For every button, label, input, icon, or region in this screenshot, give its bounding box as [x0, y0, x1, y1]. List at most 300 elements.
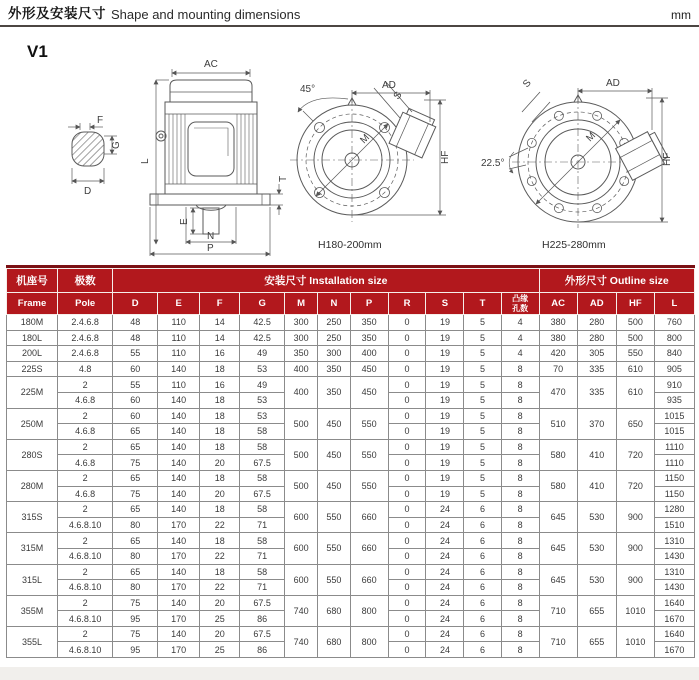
cell: 900 — [616, 502, 654, 533]
cell: 1010 — [616, 626, 654, 657]
cell: 58 — [240, 470, 285, 486]
header-col-hf: HF — [616, 293, 654, 315]
frame-cell: 315S — [7, 502, 58, 533]
pole-cell: 2 — [58, 377, 113, 393]
cell: 450 — [318, 470, 350, 501]
cell: 530 — [577, 564, 616, 595]
cell: 140 — [158, 595, 200, 611]
cell: 350 — [318, 361, 350, 377]
pole-cell: 4.6.8.10 — [58, 548, 113, 564]
cell: 140 — [158, 626, 200, 642]
cell: 65 — [113, 470, 158, 486]
cell: 65 — [113, 439, 158, 455]
cell: 800 — [654, 330, 694, 346]
cell: 935 — [654, 392, 694, 408]
cell: 655 — [577, 626, 616, 657]
cell: 170 — [158, 611, 200, 627]
table-row — [7, 470, 695, 486]
frame-cell: 225S — [7, 361, 58, 377]
cell: 0 — [388, 548, 426, 564]
cell: 0 — [388, 315, 426, 331]
pole-cell: 2.4.6.8 — [58, 330, 113, 346]
cell: 1640 — [654, 626, 694, 642]
cell: 1670 — [654, 611, 694, 627]
cell: 6 — [464, 548, 501, 564]
cell: 1010 — [616, 595, 654, 626]
table-row — [7, 626, 695, 642]
cell: 6 — [464, 517, 501, 533]
cell: 1430 — [654, 580, 694, 596]
dim-label-hf-small: HF — [440, 150, 451, 164]
cell: 450 — [318, 408, 350, 439]
cell: 5 — [464, 377, 501, 393]
cell: 410 — [577, 470, 616, 501]
cell: 6 — [464, 626, 501, 642]
dim-label-ad-small: AD — [382, 80, 396, 91]
cell: 500 — [616, 315, 654, 331]
pole-cell: 4.6.8.10 — [58, 642, 113, 658]
cell: 70 — [539, 361, 577, 377]
cell: 760 — [654, 315, 694, 331]
cell: 530 — [577, 502, 616, 533]
header-outline-group: 外形尺寸 Outline size — [539, 269, 694, 293]
cell: 53 — [240, 408, 285, 424]
cell: 5 — [464, 330, 501, 346]
cell: 8 — [501, 377, 539, 393]
cell: 4 — [501, 315, 539, 331]
cell: 610 — [616, 377, 654, 408]
cell: 140 — [158, 502, 200, 518]
cell: 400 — [285, 361, 318, 377]
cell: 24 — [426, 517, 464, 533]
header-pole-zh: 极数 — [58, 269, 113, 293]
cell: 0 — [388, 377, 426, 393]
cell: 710 — [539, 626, 577, 657]
frame-cell: 280M — [7, 470, 58, 501]
header-col-d: D — [113, 293, 158, 315]
cell: 48 — [113, 315, 158, 331]
cell: 450 — [350, 361, 388, 377]
cell: 1015 — [654, 408, 694, 424]
cell: 67.5 — [240, 626, 285, 642]
frame-cell: 180M — [7, 315, 58, 331]
cell: 1280 — [654, 502, 694, 518]
cell: 18 — [200, 470, 240, 486]
cell: 660 — [350, 533, 388, 564]
cell: 645 — [539, 533, 577, 564]
cell: 6 — [464, 595, 501, 611]
frame-cell: 280S — [7, 439, 58, 470]
header-col-s: S — [426, 293, 464, 315]
dim-label-l: L — [140, 158, 151, 164]
cell: 550 — [318, 564, 350, 595]
frame-cell: 200L — [7, 346, 58, 362]
pole-cell: 2 — [58, 595, 113, 611]
pole-cell: 2 — [58, 470, 113, 486]
cell: 300 — [318, 346, 350, 362]
cell: 350 — [350, 315, 388, 331]
pole-cell: 4.6.8.10 — [58, 580, 113, 596]
cell: 1110 — [654, 455, 694, 471]
cell: 0 — [388, 346, 426, 362]
page-footer-strip — [0, 667, 699, 680]
cell: 710 — [539, 595, 577, 626]
dim-label-f: F — [97, 115, 104, 126]
cell: 22 — [200, 548, 240, 564]
cell: 1150 — [654, 470, 694, 486]
cell: 25 — [200, 611, 240, 627]
cell: 18 — [200, 533, 240, 549]
table-row — [7, 377, 695, 393]
cell: 8 — [501, 533, 539, 549]
header-col-f: F — [200, 293, 240, 315]
pole-cell: 2 — [58, 533, 113, 549]
cell: 140 — [158, 486, 200, 502]
flange-drawing-small — [290, 80, 451, 251]
cell: 5 — [464, 392, 501, 408]
cell: 0 — [388, 626, 426, 642]
cell: 110 — [158, 315, 200, 331]
dim-label-s-small: S — [391, 89, 405, 102]
cell: 8 — [501, 626, 539, 642]
cell: 80 — [113, 517, 158, 533]
cell: 5 — [464, 455, 501, 471]
cell: 22 — [200, 580, 240, 596]
cell: 500 — [285, 439, 318, 470]
header-install-group: 安装尺寸 Installation size — [113, 269, 539, 293]
pole-cell: 4.6.8 — [58, 392, 113, 408]
dim-label-e: E — [179, 218, 190, 225]
cell: 1310 — [654, 533, 694, 549]
cell: 5 — [464, 346, 501, 362]
header-col-t: T — [464, 293, 501, 315]
flange-drawing-large — [481, 77, 673, 251]
cell: 24 — [426, 611, 464, 627]
pole-cell: 4.6.8 — [58, 486, 113, 502]
cell: 370 — [577, 408, 616, 439]
header-column-row — [7, 293, 695, 315]
cell: 8 — [501, 424, 539, 440]
cell: 0 — [388, 424, 426, 440]
cell: 380 — [539, 330, 577, 346]
cell: 140 — [158, 408, 200, 424]
cell: 71 — [240, 517, 285, 533]
cell: 550 — [616, 346, 654, 362]
cell: 420 — [539, 346, 577, 362]
header-col-p: P — [350, 293, 388, 315]
cell: 86 — [240, 611, 285, 627]
cell: 80 — [113, 548, 158, 564]
cell: 8 — [501, 611, 539, 627]
cell: 20 — [200, 455, 240, 471]
title-english: Shape and mounting dimensions — [111, 7, 301, 22]
cell: 250 — [318, 315, 350, 331]
table-row — [7, 502, 695, 518]
cell: 900 — [616, 564, 654, 595]
cell: 4 — [501, 330, 539, 346]
cell: 1110 — [654, 439, 694, 455]
cell: 660 — [350, 502, 388, 533]
cell: 19 — [426, 330, 464, 346]
table-row — [7, 439, 695, 455]
pole-cell: 4.6.8 — [58, 424, 113, 440]
cell: 5 — [464, 470, 501, 486]
cell: 18 — [200, 439, 240, 455]
cell: 20 — [200, 626, 240, 642]
cell: 1430 — [654, 548, 694, 564]
cell: 8 — [501, 408, 539, 424]
dim-label-s-large: S — [521, 77, 534, 91]
cell: 600 — [285, 564, 318, 595]
table-row — [7, 595, 695, 611]
cell: 610 — [616, 361, 654, 377]
cell: 720 — [616, 439, 654, 470]
header-group-row — [7, 269, 695, 293]
cell: 5 — [464, 408, 501, 424]
frame-cell: 355L — [7, 626, 58, 657]
header-col-m: M — [285, 293, 318, 315]
pole-cell: 4.6.8.10 — [58, 611, 113, 627]
pole-cell: 2.4.6.8 — [58, 346, 113, 362]
pole-cell: 2 — [58, 502, 113, 518]
cell: 6 — [464, 642, 501, 658]
cell: 645 — [539, 564, 577, 595]
cell: 530 — [577, 533, 616, 564]
header-frame-en: Frame — [7, 293, 58, 315]
cell: 19 — [426, 315, 464, 331]
cell: 24 — [426, 548, 464, 564]
cell: 0 — [388, 564, 426, 580]
cell: 67.5 — [240, 595, 285, 611]
cell: 500 — [285, 470, 318, 501]
cell: 16 — [200, 377, 240, 393]
cell: 8 — [501, 486, 539, 502]
cell: 645 — [539, 502, 577, 533]
cell: 20 — [200, 595, 240, 611]
cell: 19 — [426, 377, 464, 393]
cell: 20 — [200, 486, 240, 502]
cell: 19 — [426, 408, 464, 424]
shaft-section-drawing — [68, 115, 122, 197]
cell: 110 — [158, 377, 200, 393]
cell: 65 — [113, 424, 158, 440]
cell: 55 — [113, 346, 158, 362]
cell: 170 — [158, 517, 200, 533]
cell: 1670 — [654, 642, 694, 658]
cell: 400 — [350, 346, 388, 362]
cell: 510 — [539, 408, 577, 439]
cell: 24 — [426, 533, 464, 549]
cell: 0 — [388, 580, 426, 596]
motor-side-view-drawing — [140, 59, 289, 256]
dimension-table — [6, 265, 695, 658]
cell: 740 — [285, 626, 318, 657]
cell: 18 — [200, 408, 240, 424]
cell: 335 — [577, 377, 616, 408]
cell: 1510 — [654, 517, 694, 533]
cell: 0 — [388, 517, 426, 533]
header-col-g: G — [240, 293, 285, 315]
cell: 5 — [464, 361, 501, 377]
cell: 110 — [158, 346, 200, 362]
cell: 58 — [240, 439, 285, 455]
cell: 6 — [464, 611, 501, 627]
dim-label-n: N — [207, 231, 215, 242]
cell: 24 — [426, 580, 464, 596]
cell: 400 — [285, 377, 318, 408]
cell: 140 — [158, 392, 200, 408]
cell: 55 — [113, 377, 158, 393]
frame-cell: 355M — [7, 595, 58, 626]
cell: 580 — [539, 470, 577, 501]
cell: 140 — [158, 455, 200, 471]
table-row — [7, 346, 695, 362]
header-col-e: E — [158, 293, 200, 315]
cell: 8 — [501, 361, 539, 377]
cell: 6 — [464, 564, 501, 580]
cell: 680 — [318, 595, 350, 626]
cell: 67.5 — [240, 455, 285, 471]
cell: 19 — [426, 424, 464, 440]
dim-label-d: D — [84, 186, 92, 197]
cell: 550 — [350, 439, 388, 470]
cell: 140 — [158, 439, 200, 455]
table-row — [7, 408, 695, 424]
dim-label-hf-large: HF — [662, 152, 673, 166]
cell: 8 — [501, 548, 539, 564]
cell: 58 — [240, 533, 285, 549]
header-col-ac: AC — [539, 293, 577, 315]
cell: 65 — [113, 564, 158, 580]
cell: 600 — [285, 533, 318, 564]
header-pole-en: Pole — [58, 293, 113, 315]
pole-cell: 2 — [58, 564, 113, 580]
cell: 1640 — [654, 595, 694, 611]
cell: 280 — [577, 315, 616, 331]
cell: 71 — [240, 580, 285, 596]
cell: 19 — [426, 455, 464, 471]
cell: 600 — [285, 502, 318, 533]
cell: 19 — [426, 392, 464, 408]
cell: 250 — [318, 330, 350, 346]
cell: 14 — [200, 330, 240, 346]
cell: 14 — [200, 315, 240, 331]
cell: 18 — [200, 361, 240, 377]
dimension-drawings — [0, 36, 699, 262]
pole-cell: 4.6.8 — [58, 455, 113, 471]
cell: 18 — [200, 502, 240, 518]
table-row — [7, 330, 695, 346]
flange-small-caption: H180-200mm — [318, 239, 382, 251]
cell: 6 — [464, 533, 501, 549]
cell: 18 — [200, 564, 240, 580]
cell: 24 — [426, 564, 464, 580]
header-col-n: N — [318, 293, 350, 315]
cell: 140 — [158, 533, 200, 549]
cell: 22 — [200, 517, 240, 533]
cell: 500 — [285, 408, 318, 439]
cell: 140 — [158, 564, 200, 580]
pole-cell: 2 — [58, 408, 113, 424]
cell: 1150 — [654, 486, 694, 502]
header-col-r: R — [388, 293, 426, 315]
dim-label-t: T — [278, 175, 289, 182]
holes-label-line1: 凸缘 — [512, 294, 529, 304]
cell: 65 — [113, 502, 158, 518]
page-title — [0, 0, 699, 27]
cell: 5 — [464, 315, 501, 331]
table-header — [7, 269, 695, 315]
cell: 19 — [426, 486, 464, 502]
cell: 8 — [501, 595, 539, 611]
dim-label-m-small: M — [358, 132, 373, 147]
unit-label: mm — [671, 8, 691, 22]
cell: 1015 — [654, 424, 694, 440]
cell: 25 — [200, 642, 240, 658]
cell: 410 — [577, 439, 616, 470]
pole-cell: 4.8 — [58, 361, 113, 377]
cell: 305 — [577, 346, 616, 362]
cell: 170 — [158, 548, 200, 564]
cell: 0 — [388, 642, 426, 658]
cell: 0 — [388, 611, 426, 627]
cell: 350 — [318, 377, 350, 408]
frame-cell: 315M — [7, 533, 58, 564]
cell: 6 — [464, 580, 501, 596]
cell: 0 — [388, 533, 426, 549]
cell: 580 — [539, 439, 577, 470]
dim-label-ad-large: AD — [606, 78, 620, 89]
cell: 95 — [113, 611, 158, 627]
cell: 0 — [388, 439, 426, 455]
cell: 720 — [616, 470, 654, 501]
cell: 58 — [240, 502, 285, 518]
header-frame-zh: 机座号 — [7, 269, 58, 293]
cell: 8 — [501, 564, 539, 580]
dim-label-p: P — [207, 243, 214, 254]
cell: 8 — [501, 642, 539, 658]
frame-cell: 225M — [7, 377, 58, 408]
cell: 0 — [388, 502, 426, 518]
holes-label-line2: 孔数 — [512, 303, 529, 313]
cell: 8 — [501, 392, 539, 408]
cell: 450 — [350, 377, 388, 408]
frame-cell: 180L — [7, 330, 58, 346]
cell: 550 — [350, 408, 388, 439]
cell: 900 — [616, 533, 654, 564]
cell: 170 — [158, 642, 200, 658]
cell: 300 — [285, 315, 318, 331]
frame-cell: 250M — [7, 408, 58, 439]
cell: 140 — [158, 361, 200, 377]
cell: 75 — [113, 626, 158, 642]
cell: 8 — [501, 580, 539, 596]
cell: 75 — [113, 595, 158, 611]
cell: 550 — [318, 502, 350, 533]
flange-large-caption: H225-280mm — [542, 239, 606, 251]
cell: 6 — [464, 502, 501, 518]
cell: 0 — [388, 392, 426, 408]
cell: 905 — [654, 361, 694, 377]
dim-label-ac: AC — [204, 59, 218, 70]
cell: 58 — [240, 564, 285, 580]
cell: 300 — [285, 330, 318, 346]
cell: 800 — [350, 626, 388, 657]
cell: 60 — [113, 392, 158, 408]
dim-label-angle-45: 45° — [300, 84, 316, 95]
pole-cell: 4.6.8.10 — [58, 517, 113, 533]
cell: 0 — [388, 408, 426, 424]
